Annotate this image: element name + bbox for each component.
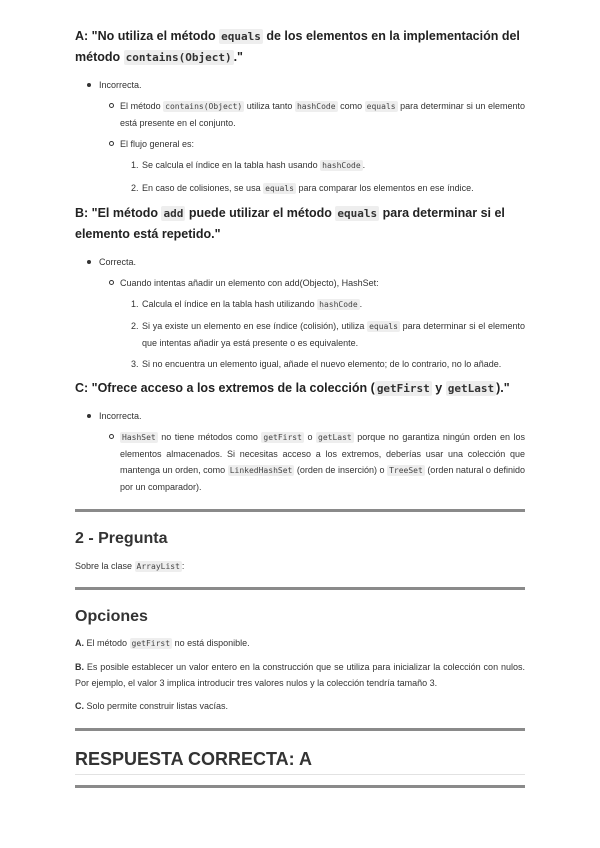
- code-contains: contains(Object): [125, 51, 232, 64]
- section-divider: [75, 728, 525, 731]
- numbered-step: 1. Se calcula el índice en la tabla hash usando hashCode .: [131, 160, 366, 170]
- option-c-heading: C: "Ofrece acceso a los extremos de la colección ( getFirst y getLast ).": [75, 381, 510, 395]
- verdict: Correcta.: [75, 254, 525, 270]
- options-title: Opciones: [75, 608, 148, 625]
- document-page: [75, 22, 525, 788]
- option-b-list: [75, 254, 525, 372]
- question-title: 2 - Pregunta: [75, 530, 168, 547]
- explanation-item: El método contains(Object) utiliza tanto hashCode como equals para determinar si un elemento está presente en el conjunto.: [75, 98, 525, 131]
- heading-text: .": [233, 50, 243, 64]
- title-underline: [75, 774, 525, 775]
- explanation-item: El flujo general es:: [75, 136, 525, 152]
- heading-text: A: "No utiliza el método: [75, 29, 220, 43]
- section-divider: [75, 587, 525, 590]
- section-divider: [75, 509, 525, 512]
- numbered-step: 2. Si ya existe un elemento en ese índice (colisión), utiliza equals para determinar si el elemento que intentas añadir ya está presente o es equivalente.: [131, 321, 525, 348]
- option-b-heading: B: "El método add puede utilizar el método equals para determinar si el elemento está repetido.": [75, 206, 505, 241]
- code-equals: equals: [221, 30, 261, 43]
- heading-text: de los elementos en la implementación del método: [75, 29, 520, 64]
- numbered-step: 1. Calcula el índice en la tabla hash utilizando hashCode .: [131, 299, 363, 309]
- option-a-list: [75, 77, 525, 197]
- numbered-step: 2. En caso de colisiones, se usa equals para comparar los elementos en ese índice.: [131, 183, 474, 193]
- correct-answer-title: RESPUESTA CORRECTA: A: [75, 749, 313, 769]
- option-b: B. Es posible establecer un valor entero en la construcción que se utiliza para inicializar la colección con nulos. Por ejemplo, el valor 3 implica introducir tres valores nulos y la colección tendría tamaño 3.: [75, 662, 525, 688]
- option-c-list: [75, 408, 525, 495]
- option-a: A. El método getFirst no está disponible.: [75, 638, 250, 648]
- option-c: C. Solo permite construir listas vacías.: [75, 701, 229, 711]
- option-a-heading: [75, 26, 525, 68]
- verdict: Incorrecta.: [75, 77, 525, 93]
- question-text: Sobre la clase ArrayList :: [75, 561, 185, 571]
- section-divider: [75, 785, 525, 788]
- numbered-step: 3. Si no encuentra un elemento igual, añade el nuevo elemento; de lo contrario, no lo añade.: [131, 359, 502, 369]
- verdict: Incorrecta.: [75, 408, 525, 424]
- explanation-item: Cuando intentas añadir un elemento con add(Objecto), HashSet:: [75, 275, 525, 291]
- explanation-item: HashSet no tiene métodos como getFirst o getLast porque no garantiza ningún orden en los elementos almacenados. Si necesitas acceso a los extremos, deberías usar una colección que mantenga un orden, como LinkedHashSet (orden de inserción) o TreeSet (orden natural o definido por un comparador).: [75, 429, 525, 495]
